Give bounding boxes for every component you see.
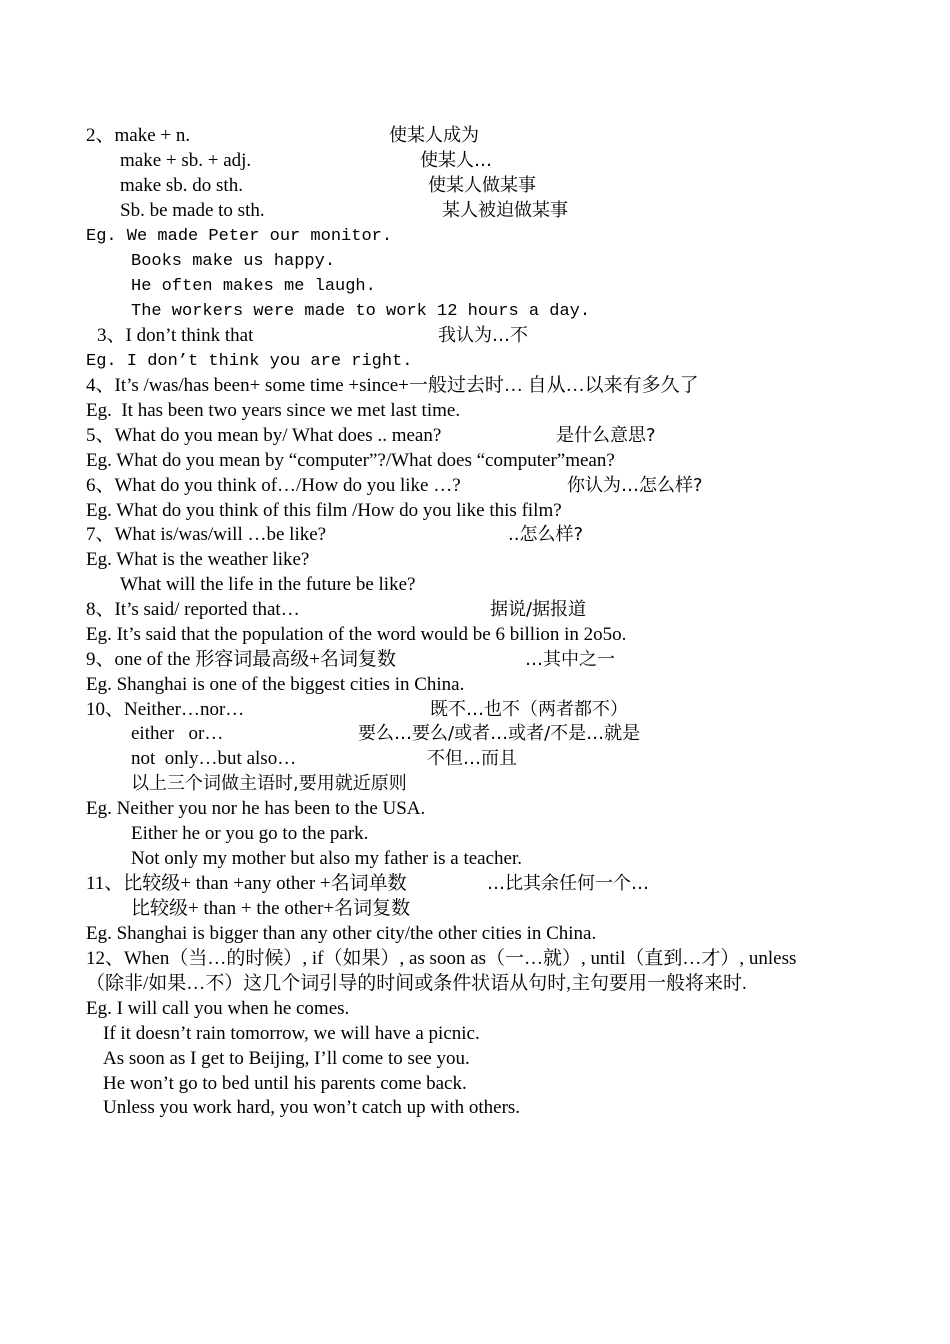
text-line: Eg. We made Peter our monitor. bbox=[86, 227, 393, 246]
text-line: The workers were made to work 12 hours a day. bbox=[131, 302, 591, 321]
text-line: Eg. What do you think of this film /How do you like this film? bbox=[86, 500, 562, 521]
text-line: make + sb. + adj. bbox=[120, 150, 252, 171]
text-line: Eg. Neither you nor he has been to the USA. bbox=[86, 798, 426, 819]
text-line: 据说/据报道 bbox=[490, 599, 587, 620]
text-line: 12、When（当…的时候）, if（如果）, as soon as（一…就）, until（直到…才）, unless bbox=[86, 948, 797, 969]
text-line: 11、比较级+ than +any other +名词单数 bbox=[86, 873, 407, 894]
text-line: （除非/如果…不）这几个词引导的时间或条件状语从句时,主句要用一般将来时. bbox=[86, 973, 747, 994]
text-line: 要么…要么/或者…或者/不是…就是 bbox=[358, 723, 641, 744]
text-line: 不但…而且 bbox=[427, 748, 517, 769]
text-line: Sb. be made to sth. bbox=[120, 200, 265, 221]
text-line: What will the life in the future be like? bbox=[120, 574, 416, 595]
text-line: Eg. Shanghai is bigger than any other city/the other cities in China. bbox=[86, 923, 597, 944]
text-line: ..怎么样? bbox=[508, 524, 583, 545]
text-line: 2、make + n. bbox=[86, 125, 191, 146]
text-line: 使某人做某事 bbox=[428, 175, 536, 196]
text-line: Eg. I don’t think you are right. bbox=[86, 352, 413, 371]
text-line: 使某人… bbox=[420, 150, 492, 171]
text-line: 以上三个词做主语时,要用就近原则 bbox=[131, 773, 407, 794]
text-line: He often makes me laugh. bbox=[131, 277, 376, 296]
text-line: Unless you work hard, you won’t catch up with others. bbox=[103, 1097, 521, 1118]
text-line: As soon as I get to Beijing, I’ll come to see you. bbox=[103, 1048, 470, 1069]
text-line: Books make us happy. bbox=[131, 252, 336, 271]
text-line: either or… bbox=[131, 723, 224, 744]
text-line: 比较级+ than + the other+名词复数 bbox=[131, 898, 411, 919]
text-line: 9、one of the 形容词最高级+名词复数 bbox=[86, 649, 396, 670]
text-line: 我认为…不 bbox=[438, 325, 528, 346]
text-line: 既不…也不（两者都不） bbox=[430, 699, 628, 720]
text-line: Either he or you go to the park. bbox=[131, 823, 369, 844]
text-line: 某人被迫做某事 bbox=[442, 200, 568, 221]
text-line: 3、I don’t think that bbox=[97, 325, 254, 346]
text-line: Eg. What is the weather like? bbox=[86, 549, 310, 570]
text-line: not only…but also… bbox=[131, 748, 297, 769]
text-line: Eg. Shanghai is one of the biggest cities in China. bbox=[86, 674, 465, 695]
text-line: Eg. I will call you when he comes. bbox=[86, 998, 350, 1019]
text-line: 4、It’s /was/has been+ some time +since+一般过去时… 自从…以来有多久了 bbox=[86, 375, 699, 396]
text-line: Eg. It has been two years since we met last time. bbox=[86, 400, 461, 421]
text-line: Eg. It’s said that the population of the word would be 6 billion in 2o5o. bbox=[86, 624, 627, 645]
text-line: Eg. What do you mean by “computer”?/What does “computer”mean? bbox=[86, 450, 615, 471]
text-line: 是什么意思? bbox=[556, 425, 656, 446]
text-line: …比其余任何一个… bbox=[487, 873, 649, 894]
text-line: 使某人成为 bbox=[389, 125, 479, 146]
text-line: make sb. do sth. bbox=[120, 175, 243, 196]
text-line: 8、It’s said/ reported that… bbox=[86, 599, 300, 620]
text-line: …其中之一 bbox=[525, 649, 615, 670]
text-line: Not only my mother but also my father is a teacher. bbox=[131, 848, 522, 869]
text-line: 5、What do you mean by/ What does .. mean? bbox=[86, 425, 442, 446]
text-line: 10、Neither…nor… bbox=[86, 699, 245, 720]
text-line: 7、What is/was/will …be like? bbox=[86, 524, 327, 545]
text-line: 你认为…怎么样? bbox=[567, 475, 703, 496]
text-line: If it doesn’t rain tomorrow, we will have a picnic. bbox=[103, 1023, 480, 1044]
text-line: 6、What do you think of…/How do you like …? bbox=[86, 475, 461, 496]
text-line: He won’t go to bed until his parents come back. bbox=[103, 1073, 467, 1094]
